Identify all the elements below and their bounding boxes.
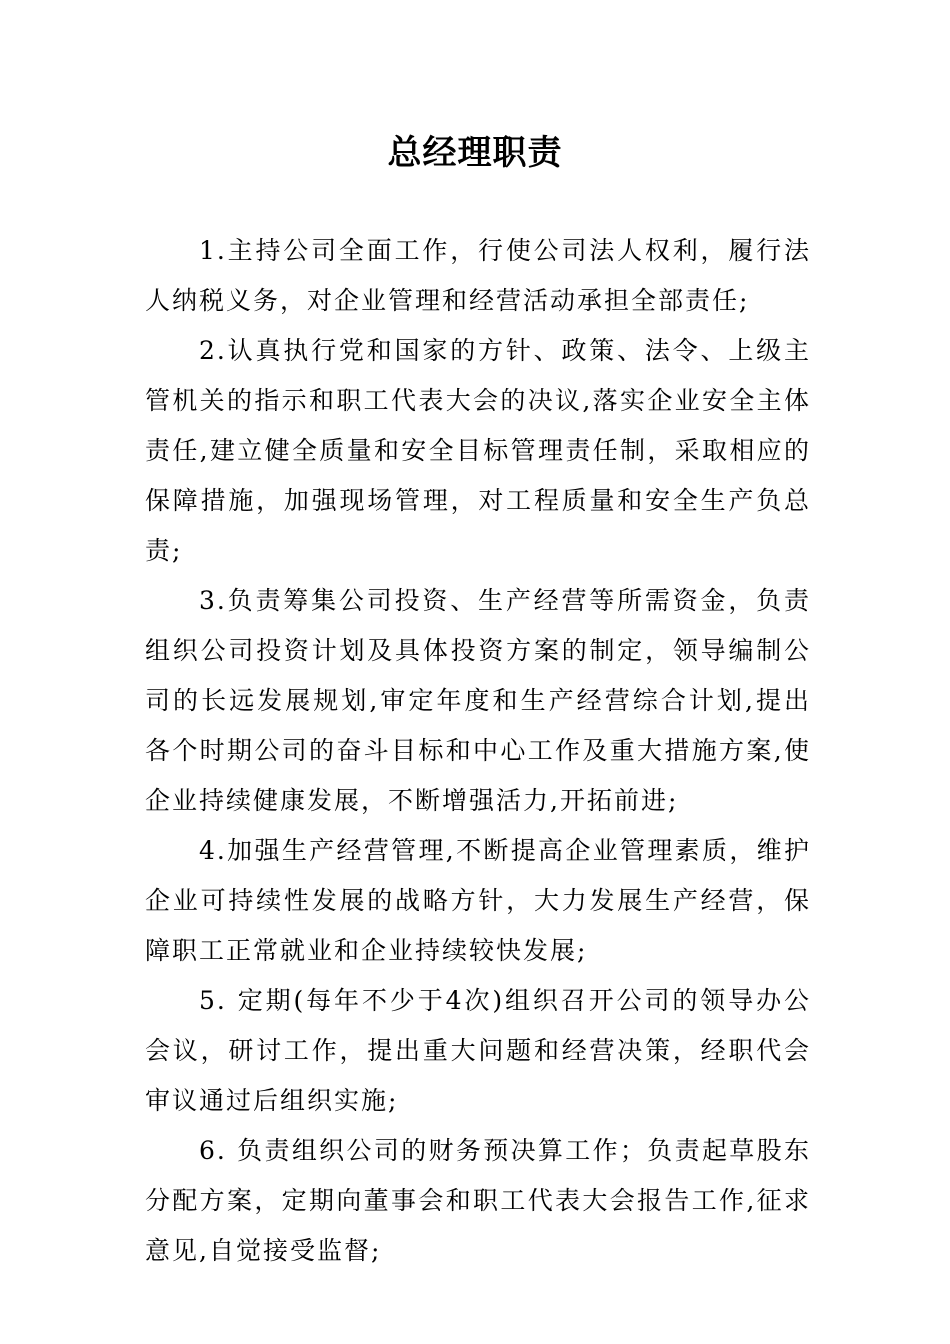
duty-paragraph-3: 3.负责筹集公司投资、生产经营等所需资金，负责组织公司投资计划及具体投资方案的制定，领导编制公司的长远发展规划,审定年度和生产经营综合计划,提出各个时期公司的奋斗目标和中心工作及重大措施方案,使企业持续健康发展，不断增强活力,开拓前进; bbox=[145, 586, 811, 815]
document-title: 总经理职责 bbox=[387, 133, 563, 173]
document-body bbox=[145, 226, 811, 1276]
duty-paragraph-2: 2.认真执行党和国家的方针、政策、法令、上级主管机关的指示和职工代表大会的决议,落实企业安全主体责任,建立健全质量和安全目标管理责任制，采取相应的保障措施，加强现场管理，对工程质量和安全生产负总责; bbox=[145, 336, 811, 565]
duty-paragraph-5: 5. 定期(每年不少于4次)组织召开公司的领导办公会议，研讨工作，提出重大问题和经营决策，经职代会审议通过后组织实施; bbox=[145, 986, 811, 1115]
duty-paragraph-6: 6. 负责组织公司的财务预决算工作；负责起草股东分配方案，定期向董事会和职工代表大会报告工作,征求意见,自觉接受监督; bbox=[145, 1136, 811, 1265]
duty-paragraph-4: 4.加强生产经营管理,不断提高企业管理素质，维护企业可持续性发展的战略方针，大力发展生产经营，保障职工正常就业和企业持续较快发展; bbox=[145, 836, 811, 965]
duty-paragraph-1: 1.主持公司全面工作，行使公司法人权利，履行法人纳税义务，对企业管理和经营活动承担全部责任; bbox=[145, 236, 811, 315]
